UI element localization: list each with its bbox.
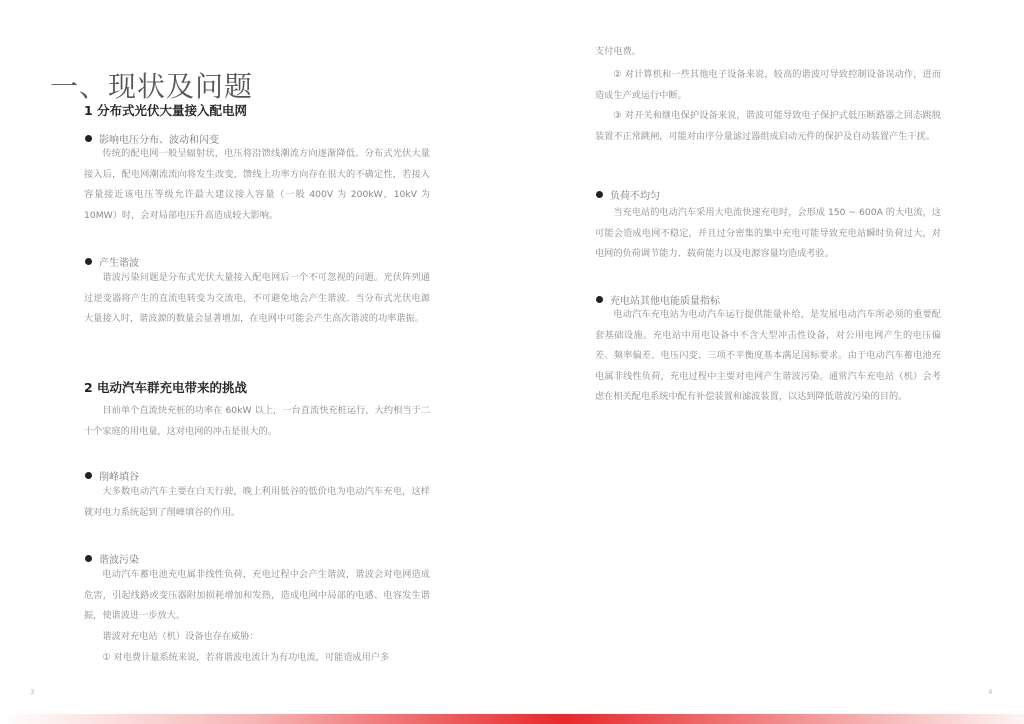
paragraph: 大多数电动汽车主要在白天行驶，晚上利用低谷的低价电为电动汽车充电，这样就对电力系统起到了削峰填谷的作用。 <box>84 486 430 518</box>
section1-heading: 1 分布式光伏大量接入配电网 <box>84 103 248 118</box>
bullet-label: 影响电压分布、波动和闪变 <box>99 135 219 146</box>
bullet-label: 削峰填谷 <box>99 472 139 483</box>
paragraph: 支付电费。 <box>595 46 641 57</box>
bullet-dot-icon <box>85 258 92 265</box>
bullet-dot-icon <box>85 555 92 562</box>
paragraph: 目前单个直流快充桩的功率在 60kW 以上，一台直流快充桩运行，大约相当于二十个家庭的用电量，这对电网的冲击是很大的。 <box>84 405 430 437</box>
footer-gradient-bar <box>0 714 1024 724</box>
paragraph: 电动汽车充电站为电动汽车运行提供能量补给，是发展电动汽车所必须的重要配套基础设施。充电站中用电设备中不含大型冲击性设备，对公用电网产生的电压偏差、频率偏差、电压闪变、三项不平衡度基本满足国标要求。由于电动汽车蓄电池充电属非线性负荷，充电过程中主要对电网产生谐波污染。通常汽车充电站（机）会考虑在相关配电系统中配有补偿装置和滤波装置，以达到降低谐波污染的目的。 <box>595 309 941 402</box>
page-number-left: 3 <box>30 688 35 696</box>
paragraph: ② 对计算机和一些其他电子设备来说，较高的谐波可导致控制设备误动作，进而造成生产或运行中断。 <box>595 69 941 101</box>
bullet-harmonic-pollution <box>85 551 139 566</box>
paragraph: 谐波对充电站（机）设备也存在威胁： <box>102 631 259 642</box>
bullet-dot-icon <box>85 472 92 479</box>
section2-heading: 2 电动汽车群充电带来的挑战 <box>84 380 248 395</box>
paragraph: 传统的配电网一般呈辐射状，电压将沿馈线潮流方向逐渐降低。分布式光伏大量接入后，配电网潮流流向将发生改变，馈线上功率方向存在很大的不确定性，若接入容量接近该电压等级允许最大建议接入容量（一般 400V 为 200kW，10kV 为 10MW）时，会对局部电压升高造成较大影响。 <box>84 148 430 221</box>
bullet-harmonics <box>85 254 139 269</box>
paragraph: 电动汽车蓄电池充电属非线性负荷，充电过程中会产生谐波，谐波会对电网造成危害，引起线路或变压器附加损耗增加和发热，造成电网中局部的电感、电容发生谐振，使谐波进一步放大。 <box>84 569 430 621</box>
bullet-label: 负荷不均匀 <box>610 191 660 202</box>
paragraph: ① 对电费计量系统来说，若将谐波电流计为有功电流，可能造成用户多 <box>102 652 390 663</box>
paragraph: 当充电站的电动汽车采用大电流快速充电时，会形成 150 ~ 600A 的大电流，这可能会造成电网不稳定，并且过分密集的集中充电可能导致充电站瞬时负荷过大，对电网的负荷调节能力、载荷能力以及电源容量均造成考验。 <box>595 207 941 259</box>
page-number-right: 4 <box>988 688 993 696</box>
bullet-dot-icon <box>596 191 603 198</box>
bullet-peak-shaving <box>85 468 139 483</box>
bullet-dot-icon <box>596 296 603 303</box>
page-title: 一、现状及问题 <box>50 69 254 103</box>
bullet-dot-icon <box>85 135 92 142</box>
bullet-label: 产生谐波 <box>99 258 139 269</box>
bullet-label: 谐波污染 <box>99 555 139 566</box>
paragraph: 谐波污染问题是分布式光伏大量接入配电网后一个不可忽视的问题。光伏阵列通过逆变器将产生的直流电转变为交流电，不可避免地会产生谐波。当分布式光伏电源大量接入时，谐波源的数量会显著增加，在电网中可能会产生高次谐波的功率谐振。 <box>84 272 430 324</box>
bullet-label: 充电站其他电能质量指标 <box>610 296 720 307</box>
bullet-uneven-load <box>596 187 660 202</box>
paragraph: ③ 对开关和继电保护设备来说，谐波可能导致电子保护式低压断路器之回态跳脱装置不正常跳闸，可能对由序分量滤过器组成启动元件的保护及自动装置产生干扰。 <box>595 110 941 142</box>
